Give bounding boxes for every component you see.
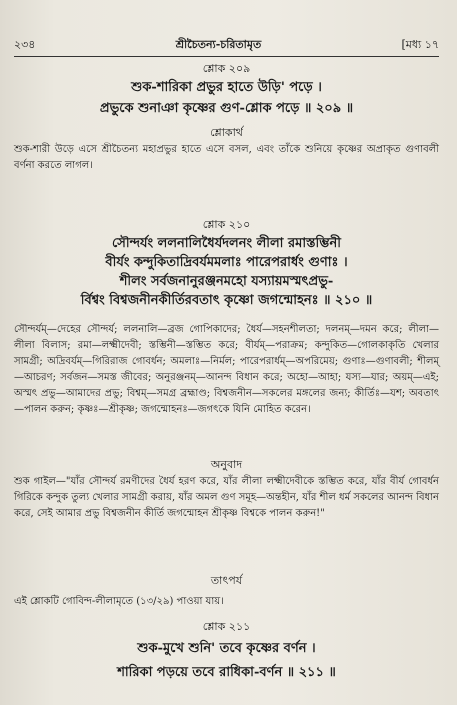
sloka-210-purport-block <box>14 574 439 610</box>
sloka-209-translation: শুক-শারী উড়ে এসে শ্রীচৈতন্য মহাপ্রভুর হাতে এসে বসল, এবং তাঁকে শুনিয়ে কৃষ্ণের অপ্রাকৃত গুণাবলী বর্ণনা করতে লাগল। <box>14 144 439 171</box>
sloka-210-line-3: শীলং সর্বজনানুরঞ্জনমহো যস্যায়মস্মৎপ্রভু- <box>119 274 334 289</box>
sloka-211-label: শ্লোক ২১১ <box>202 620 251 633</box>
sloka-209-line-1: শুক-শারিকা প্রভুর হাতে উড়ি' পড়ে । <box>131 80 322 95</box>
sloka-209-label: শ্লোক ২০৯ <box>202 62 251 75</box>
page-number: ২৩৪ <box>14 37 36 51</box>
sloka-210-purport: এই শ্লোকটি গোবিন্দ-লীলামৃতে (১৩/২৯) পাওয়া যায়। <box>14 596 224 607</box>
sloka-211-line-1: শুক-মুখে শুনি' তবে কৃষ্ণের বর্ণন । <box>137 641 316 656</box>
sloka-211-line-2: শারিকা পড়য়ে তবে রাধিকা-বর্ণন ॥ ২১১ ॥ <box>117 665 336 680</box>
page-header <box>14 36 439 54</box>
sloka-210 <box>14 218 439 310</box>
sloka-210-synonyms: সৌন্দর্যম্—দেহের সৌন্দর্য; ললনালি—ব্রজ গোপিকাদের; ধৈর্য—সহনশীলতা; দলনম্—দমন করে; লীলা—লীলা বিলাস; রমা—লক্ষ্মীদেবী; স্তম্ভিনী—স্তম্ভিত করে; বীর্যম্—পরাক্রম; কন্দুকিত—গোলকাকৃতি খেলার সামগ্রী; অদ্রিবর্যম্—গিরিরাজ গোবর্ধন; অমলাঃ—নির্মল; পারেপরার্ধম্—অপরিমেয়; গুণাঃ—গুণাবলী; শীলম্—আচরণ; সর্বজন—সমস্ত জীবের; অনুরঞ্জনম্—আনন্দ বিধান করে; অহো—আহা; যস্য—যার; অয়ম্—এই; অস্মৎ প্রভু—আমাদের প্রভু; বিশ্বম্—সমগ্র ব্রহ্মাণ্ড; বিশ্বজনীন—সকলের মঙ্গলের জন্য; কীর্তিঃ—যশ; অবতাৎ—পালন করুন; কৃষ্ণঃ—শ্রীকৃষ্ণ; জগন্মোহনঃ—জগৎকে যিনি মোহিত করেন। <box>14 324 439 415</box>
sloka-210-label: শ্লোক ২১০ <box>202 218 251 231</box>
sloka-211 <box>14 620 439 682</box>
sloka-210-line-1: সৌন্দর্যং ললনালিধৈর্যদলনং লীলা রমাস্তম্ভিনী <box>112 236 341 251</box>
section-marker: [মধ্য ১৭ <box>401 37 439 51</box>
sloka-210-purport-label: তাৎপর্য <box>210 574 243 587</box>
sloka-210-translation: শুক গাইল—"যাঁর সৌন্দর্য রমণীদের ধৈর্য হরণ করে, যাঁর লীলা লক্ষ্মীদেবীকে স্তম্ভিত করে, যাঁর বীর্য গোবর্ধন গিরিকে কন্দুক তুল্য খেলার সামগ্রী করায়, যাঁর অমল গুণ সমূহ—অন্তহীন, যাঁর শীল ধর্ম সকলের আনন্দ বিধান করে, সেই আমার প্রভু বিশ্বজনীন কীর্তি জগন্মোহন শ্রীকৃষ্ণ বিশ্বকে পালন করুন!" <box>14 476 439 519</box>
sloka-210-translation-label: অনুবাদ <box>210 458 243 471</box>
sloka-210-line-2: বীর্যং কন্দুকিতাদ্রিবর্যমমলাঃ পারেপরার্ধং গুণাঃ । <box>105 255 348 270</box>
sloka-209-translation-label: শ্লোকার্থ <box>210 126 243 139</box>
sloka-210-line-4: র্বিশ্বং বিশ্বজনীনকীর্তিরবতাৎ কৃষ্ণো জগন্মোহনঃ ॥ ২১০ ॥ <box>80 293 373 308</box>
sloka-210-translation-block <box>14 458 439 522</box>
running-title: শ্রীচৈতন্য-চরিতামৃত <box>175 37 262 51</box>
sloka-209-line-2: প্রভুকে শুনাঞা কৃষ্ণের গুণ-শ্লোক পড়ে ॥ ২০৯ ॥ <box>99 101 354 116</box>
sloka-210-synonyms-block <box>14 322 439 418</box>
sloka-209 <box>14 62 439 174</box>
header-rule <box>14 56 439 57</box>
